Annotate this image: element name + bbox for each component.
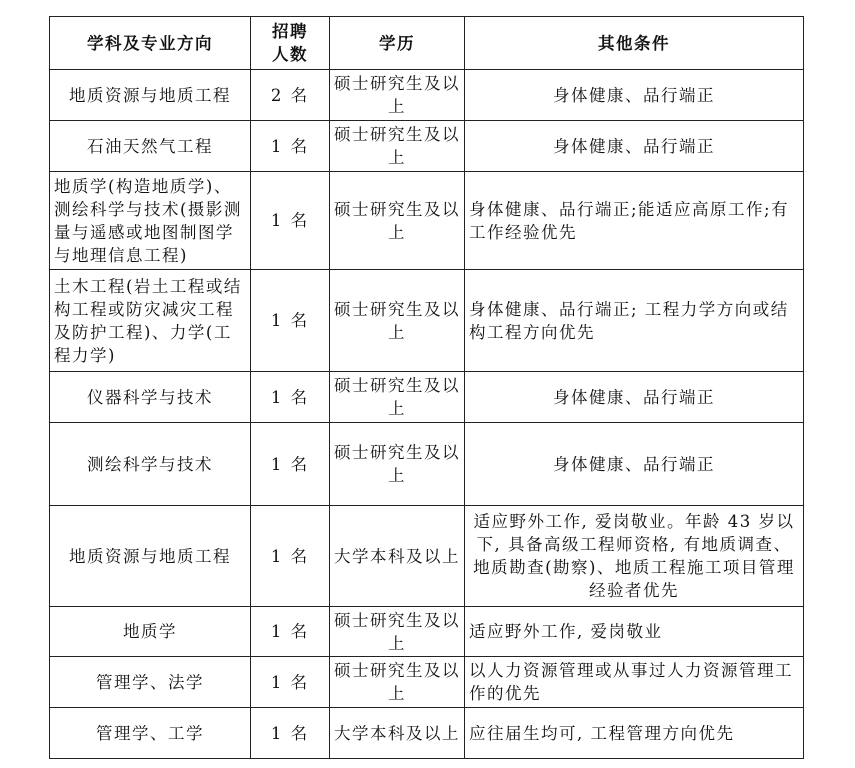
count-cell: 1 名 — [251, 423, 330, 506]
subject-cell: 土木工程(岩土工程或结构工程或防灾减灾工程及防护工程)、力学(工程力学) — [50, 270, 251, 372]
degree-cell: 大学本科及以上 — [330, 708, 465, 759]
conditions-cell: 身体健康、品行端正 — [465, 70, 804, 121]
count-cell: 1 名 — [251, 172, 330, 270]
recruitment-table — [49, 16, 804, 759]
count-cell: 1 名 — [251, 270, 330, 372]
table-row — [50, 121, 804, 172]
table-row — [50, 270, 804, 372]
degree-cell: 硕士研究生及以上 — [330, 607, 465, 657]
table-row — [50, 607, 804, 657]
header-subject: 学科及专业方向 — [50, 17, 251, 70]
subject-cell: 地质学 — [50, 607, 251, 657]
count-cell: 1 名 — [251, 372, 330, 423]
degree-cell: 大学本科及以上 — [330, 506, 465, 607]
header-count: 招聘人数 — [251, 17, 330, 70]
conditions-cell: 适应野外工作, 爱岗敬业。年龄 43 岁以下, 具备高级工程师资格, 有地质调查、地质勘查(勘察)、地质工程施工项目管理经验者优先 — [465, 506, 804, 607]
header-row — [50, 17, 804, 70]
count-cell: 1 名 — [251, 506, 330, 607]
degree-cell: 硕士研究生及以上 — [330, 121, 465, 172]
subject-cell: 仪器科学与技术 — [50, 372, 251, 423]
conditions-cell: 身体健康、品行端正 — [465, 121, 804, 172]
conditions-cell: 应往届生均可, 工程管理方向优先 — [465, 708, 804, 759]
header-conditions: 其他条件 — [465, 17, 804, 70]
subject-cell: 地质学(构造地质学)、测绘科学与技术(摄影测量与遥感或地图制图学与地理信息工程) — [50, 172, 251, 270]
subject-cell: 管理学、工学 — [50, 708, 251, 759]
subject-cell: 测绘科学与技术 — [50, 423, 251, 506]
conditions-cell: 适应野外工作, 爱岗敬业 — [465, 607, 804, 657]
table-row — [50, 708, 804, 759]
conditions-cell: 身体健康、品行端正; 工程力学方向或结构工程方向优先 — [465, 270, 804, 372]
degree-cell: 硕士研究生及以上 — [330, 372, 465, 423]
subject-cell: 地质资源与地质工程 — [50, 506, 251, 607]
degree-cell: 硕士研究生及以上 — [330, 270, 465, 372]
subject-cell: 管理学、法学 — [50, 657, 251, 708]
count-cell: 1 名 — [251, 657, 330, 708]
conditions-cell: 以人力资源管理或从事过人力资源管理工作的优先 — [465, 657, 804, 708]
conditions-cell: 身体健康、品行端正;能适应高原工作;有工作经验优先 — [465, 172, 804, 270]
table-row — [50, 172, 804, 270]
table-row — [50, 372, 804, 423]
conditions-cell: 身体健康、品行端正 — [465, 423, 804, 506]
conditions-cell: 身体健康、品行端正 — [465, 372, 804, 423]
subject-cell: 地质资源与地质工程 — [50, 70, 251, 121]
subject-cell: 石油天然气工程 — [50, 121, 251, 172]
count-cell: 2 名 — [251, 70, 330, 121]
degree-cell: 硕士研究生及以上 — [330, 70, 465, 121]
degree-cell: 硕士研究生及以上 — [330, 657, 465, 708]
table-row — [50, 423, 804, 506]
count-cell: 1 名 — [251, 607, 330, 657]
degree-cell: 硕士研究生及以上 — [330, 172, 465, 270]
degree-cell: 硕士研究生及以上 — [330, 423, 465, 506]
count-cell: 1 名 — [251, 121, 330, 172]
table-row — [50, 70, 804, 121]
count-cell: 1 名 — [251, 708, 330, 759]
table-row — [50, 657, 804, 708]
table-row — [50, 506, 804, 607]
header-degree: 学历 — [330, 17, 465, 70]
